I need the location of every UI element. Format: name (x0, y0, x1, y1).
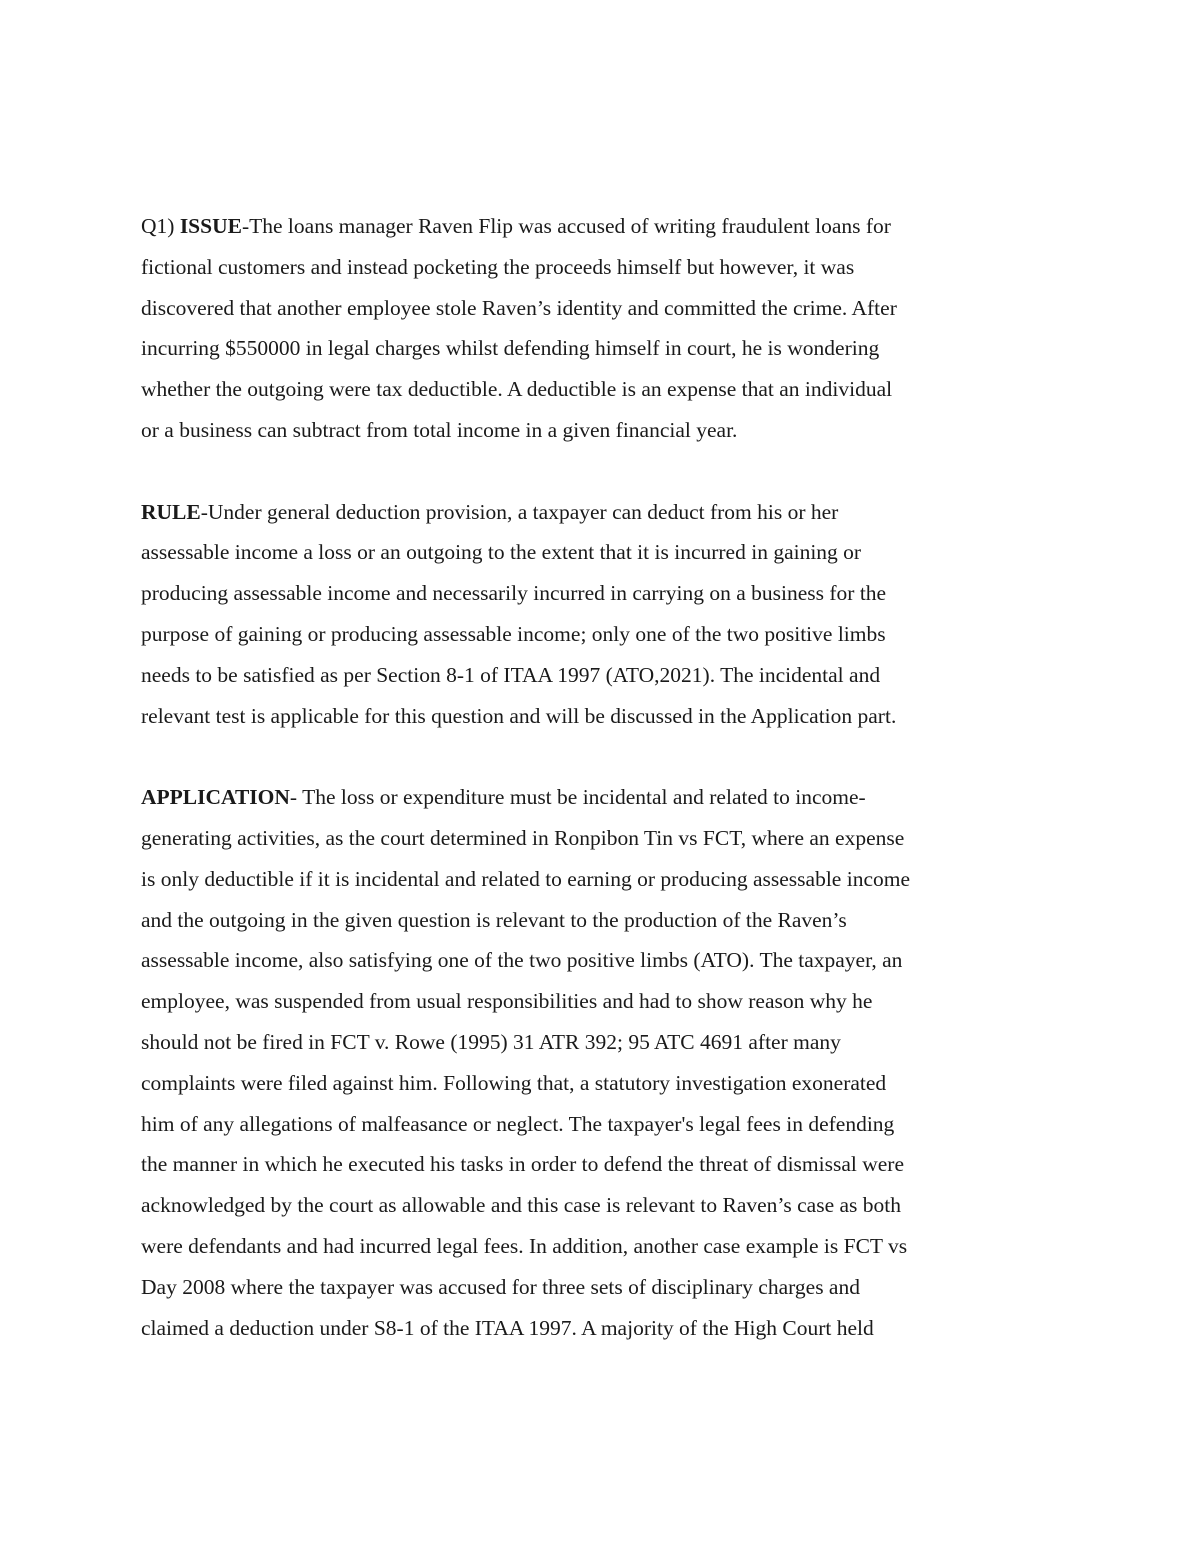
rule-line-5: needs to be satisfied as per Section 8-1 of ITAA 1997 (ATO,2021). The incidental and (141, 662, 881, 687)
issue-heading: ISSUE (179, 214, 242, 238)
application-line-3: is only deductible if it is incidental and related to earning or producing assessable income (141, 866, 911, 891)
application-line-1 (141, 777, 991, 818)
issue-line-6: or a business can subtract from total income in a given financial year. (141, 417, 738, 442)
application-line-6: employee, was suspended from usual responsibilities and had to show reason why he (141, 989, 873, 1014)
question-number: Q1) (141, 214, 180, 238)
application-line-12: were defendants and had incurred legal fees. In addition, another case example is FCT vs (141, 1233, 908, 1258)
application-line-8: complaints were filed against him. Following that, a statutory investigation exonerated (141, 1070, 887, 1095)
application-line-9: him of any allegations of malfeasance or neglect. The taxpayer's legal fees in defending (141, 1111, 895, 1136)
issue-line-5: whether the outgoing were tax deductible. A deductible is an expense that an individual (141, 377, 893, 402)
application-line-10: the manner in which he executed his tasks in order to defend the threat of dismissal were (141, 1152, 905, 1177)
issue-line-2: fictional customers and instead pocketing the proceeds himself but however, it was (141, 254, 855, 279)
rule-heading: RULE (141, 499, 201, 524)
application-line-7: should not be fired in FCT v. Rowe (1995) 31 ATR 392; 95 ATC 4691 after many (141, 1029, 841, 1054)
rule-line-4: purpose of gaining or producing assessable income; only one of the two positive limbs (141, 621, 886, 646)
application-line-14: claimed a deduction under S8-1 of the ITAA 1997. A majority of the High Court held (141, 1315, 874, 1340)
application-line-5: assessable income, also satisfying one of the two positive limbs (ATO). The taxpayer, an (141, 948, 903, 973)
rule-line-text: -Under general deduction provision, a taxpayer can deduct from his or her (200, 499, 839, 524)
rule-line-1 (141, 492, 991, 533)
application-line-13: Day 2008 where the taxpayer was accused for three sets of disciplinary charges and (141, 1274, 860, 1299)
application-line-2: generating activities, as the court determined in Ronpibon Tin vs FCT, where an expense (141, 825, 905, 850)
application-line-4: and the outgoing in the given question is relevant to the production of the Raven’s (141, 907, 847, 932)
rule-paragraph (141, 492, 991, 737)
issue-line-1 (141, 206, 991, 247)
rule-line-3: producing assessable income and necessarily incurred in carrying on a business for the (141, 581, 887, 606)
application-paragraph (141, 777, 991, 1348)
application-heading: APPLICATION (141, 785, 290, 810)
issue-line-3: discovered that another employee stole Raven’s identity and committed the crime. After (141, 295, 897, 320)
issue-line-text: -The loans manager Raven Flip was accused of writing fraudulent loans for (241, 214, 891, 238)
rule-line-2: assessable income a loss or an outgoing to the extent that it is incurred in gaining or (141, 540, 862, 565)
rule-line-6: relevant test is applicable for this question and will be discussed in the Application part. (141, 703, 897, 728)
document-body (141, 206, 991, 1389)
issue-line-4: incurring $550000 in legal charges whilst defending himself in court, he is wondering (141, 336, 880, 361)
issue-paragraph (141, 206, 991, 451)
application-line-text: - The loss or expenditure must be incidental and related to income- (289, 785, 866, 810)
application-line-11: acknowledged by the court as allowable and this case is relevant to Raven’s case as both (141, 1193, 902, 1218)
